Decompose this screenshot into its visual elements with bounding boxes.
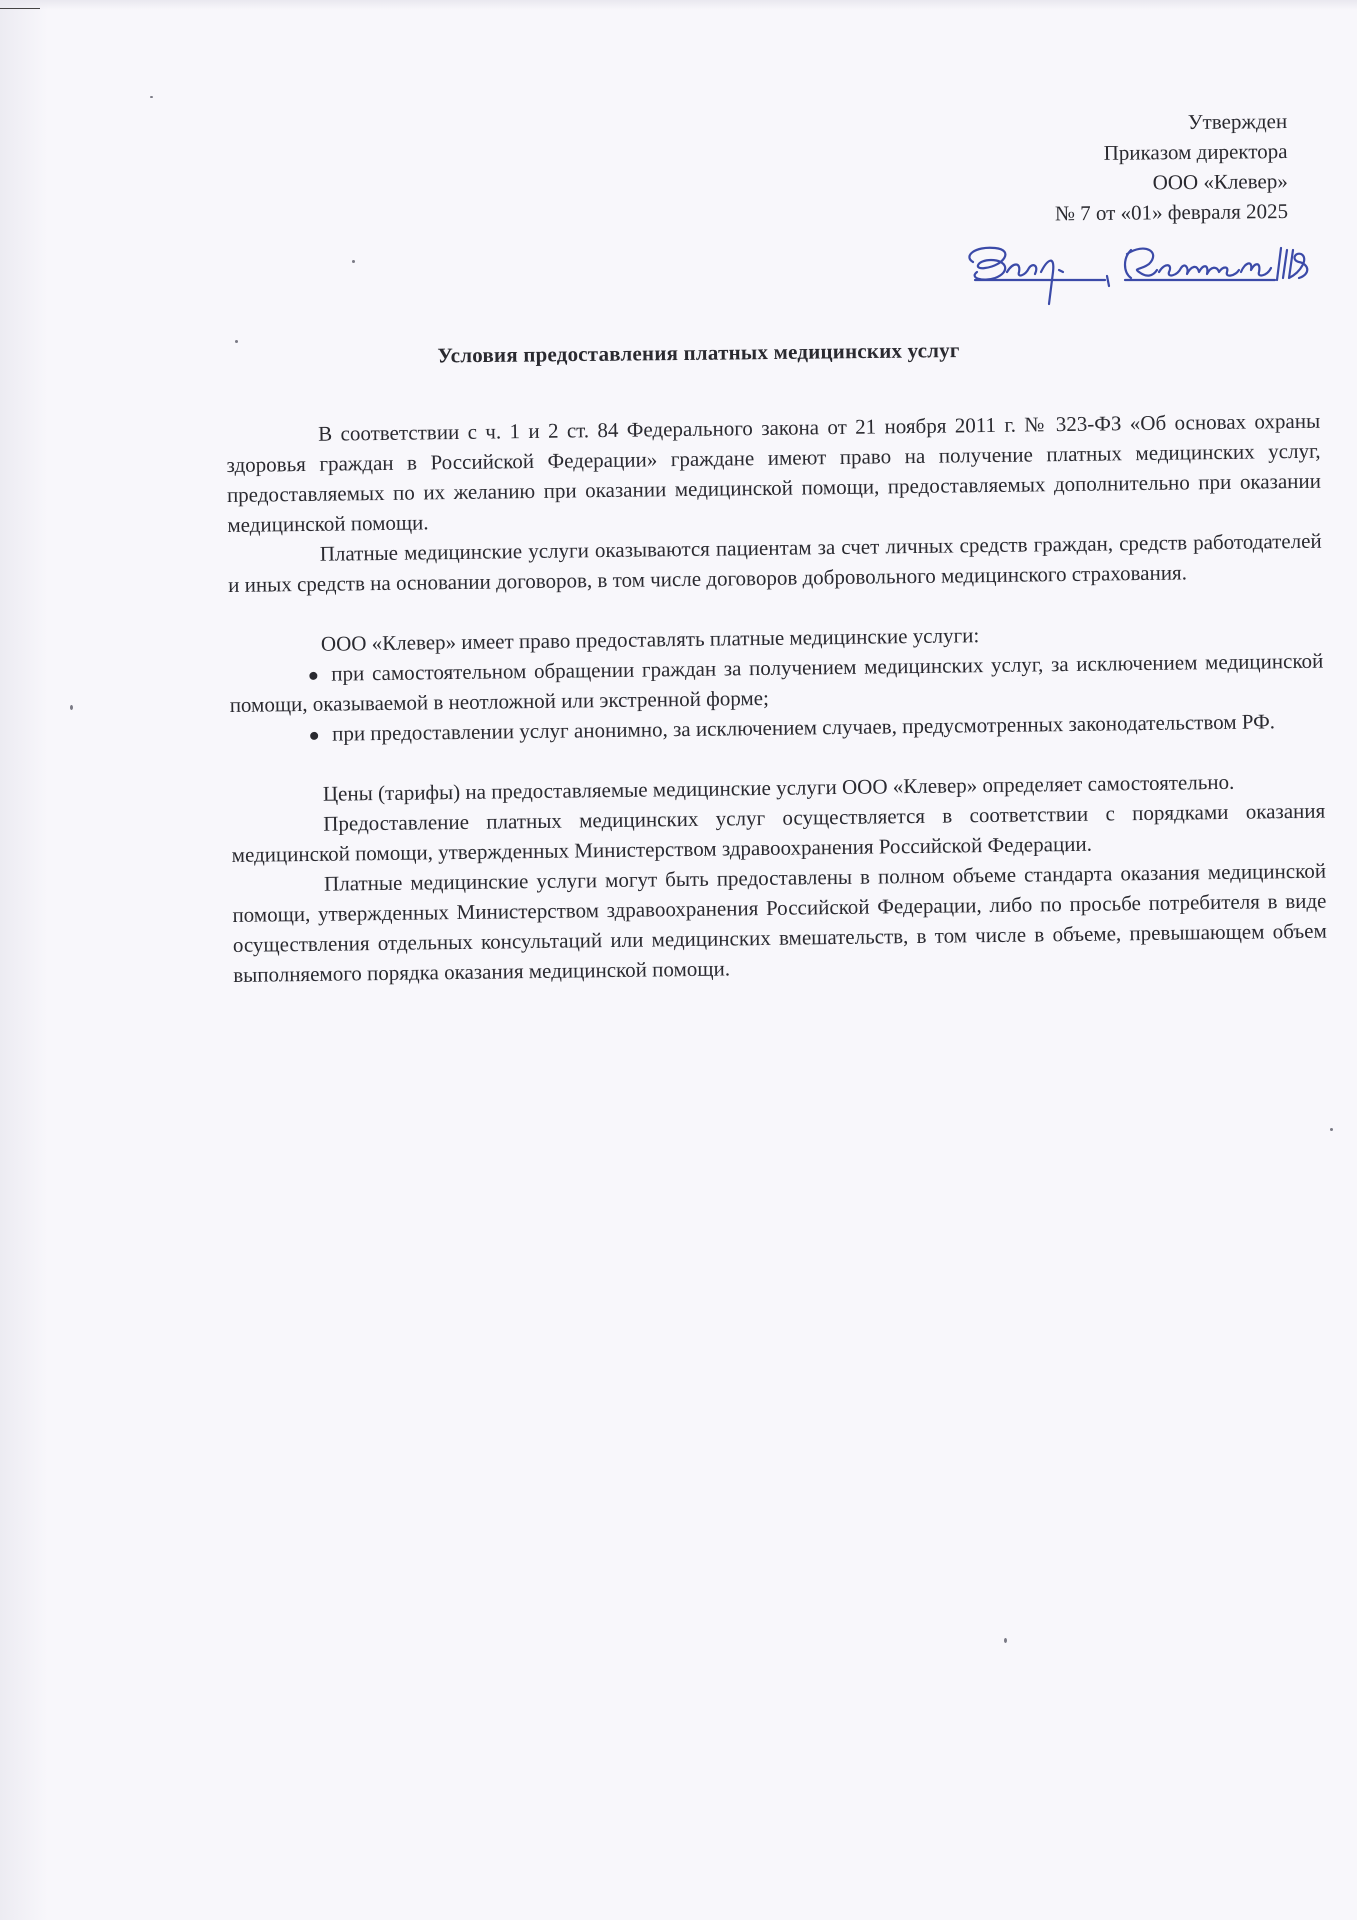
scan-speck [352,260,355,263]
paragraph-legal-basis: В соответствии с ч. 1 и 2 ст. 84 Федерального закона от 21 ноября 2011 г. № 323-ФЗ «Об основах охраны здоровья граждан в Российской Федерации» граждане имеют право на получение платных медицинских услуг, предоставляемых по их желанию при оказании медицинской помощи, предоставляемых дополнительно при оказании медицинской помощи. [226,408,1322,537]
document-title: Условия предоставления платных медицинских услуг [437,338,960,368]
scan-speck [70,705,73,710]
bullet-icon [310,732,318,740]
scan-corner-mark [0,8,40,9]
scan-speck [1330,1128,1333,1131]
scan-shadow-top [0,0,1357,10]
handwritten-signature [955,232,1325,312]
paragraph-company-right: ООО «Клевер» имеет право предоставлять платные медицинские услуги: [320,623,980,656]
scan-shadow-left [0,0,48,1920]
bullet-icon [309,672,317,680]
conditions-list [229,646,1324,750]
scan-speck [235,340,238,343]
paragraph-scope: Платные медицинские услуги могут быть предоставлены в полном объеме стандарта оказания медицинской помощи, утвержденных Министерством здравоохранения Российской Федерации, либо по просьбе потребителя в виде осуществления отдельных консультаций или медицинских вмешательств, в том числе в объеме, превышающем объем выполняемого порядка оказания медицинской помощи. [232,858,1327,987]
list-item: при предоставлении услуг анонимно, за исключением случаев, предусмотренных законодательством РФ. [230,706,1324,750]
scan-speck [150,96,153,98]
paragraph-prices: Цены (тарифы) на предоставляемые медицинские услуги ООО «Клевер» определяет самостоятельно. [322,769,1235,806]
paragraph-procedures: Предоставление платных медицинских услуг осуществляется в соответствии с порядками оказания медицинской помощи, утвержденных Министерством здравоохранения Российской Федерации. [231,798,1326,867]
approval-status: Утвержден [1187,108,1288,135]
approval-company: ООО «Клевер» [1152,168,1288,195]
approval-order: Приказом директора [1103,138,1288,165]
approval-block [867,106,1288,230]
scan-speck [1004,1638,1007,1643]
paragraph-payment-sources: Платные медицинские услуги оказываются пациентам за счет личных средств граждан, средств работодателей и иных средств на основании договоров, в том числе договоров добровольного медицинского страхования. [228,528,1322,597]
approval-number-date: № 7 от «01» февраля 2025 [1054,198,1289,226]
list-item: при самостоятельном обращении граждан за получением медицинских услуг, за исключением медицинской помощи, оказываемой в неотложной или экстренной форме; [229,648,1324,717]
document-body [226,406,1327,990]
